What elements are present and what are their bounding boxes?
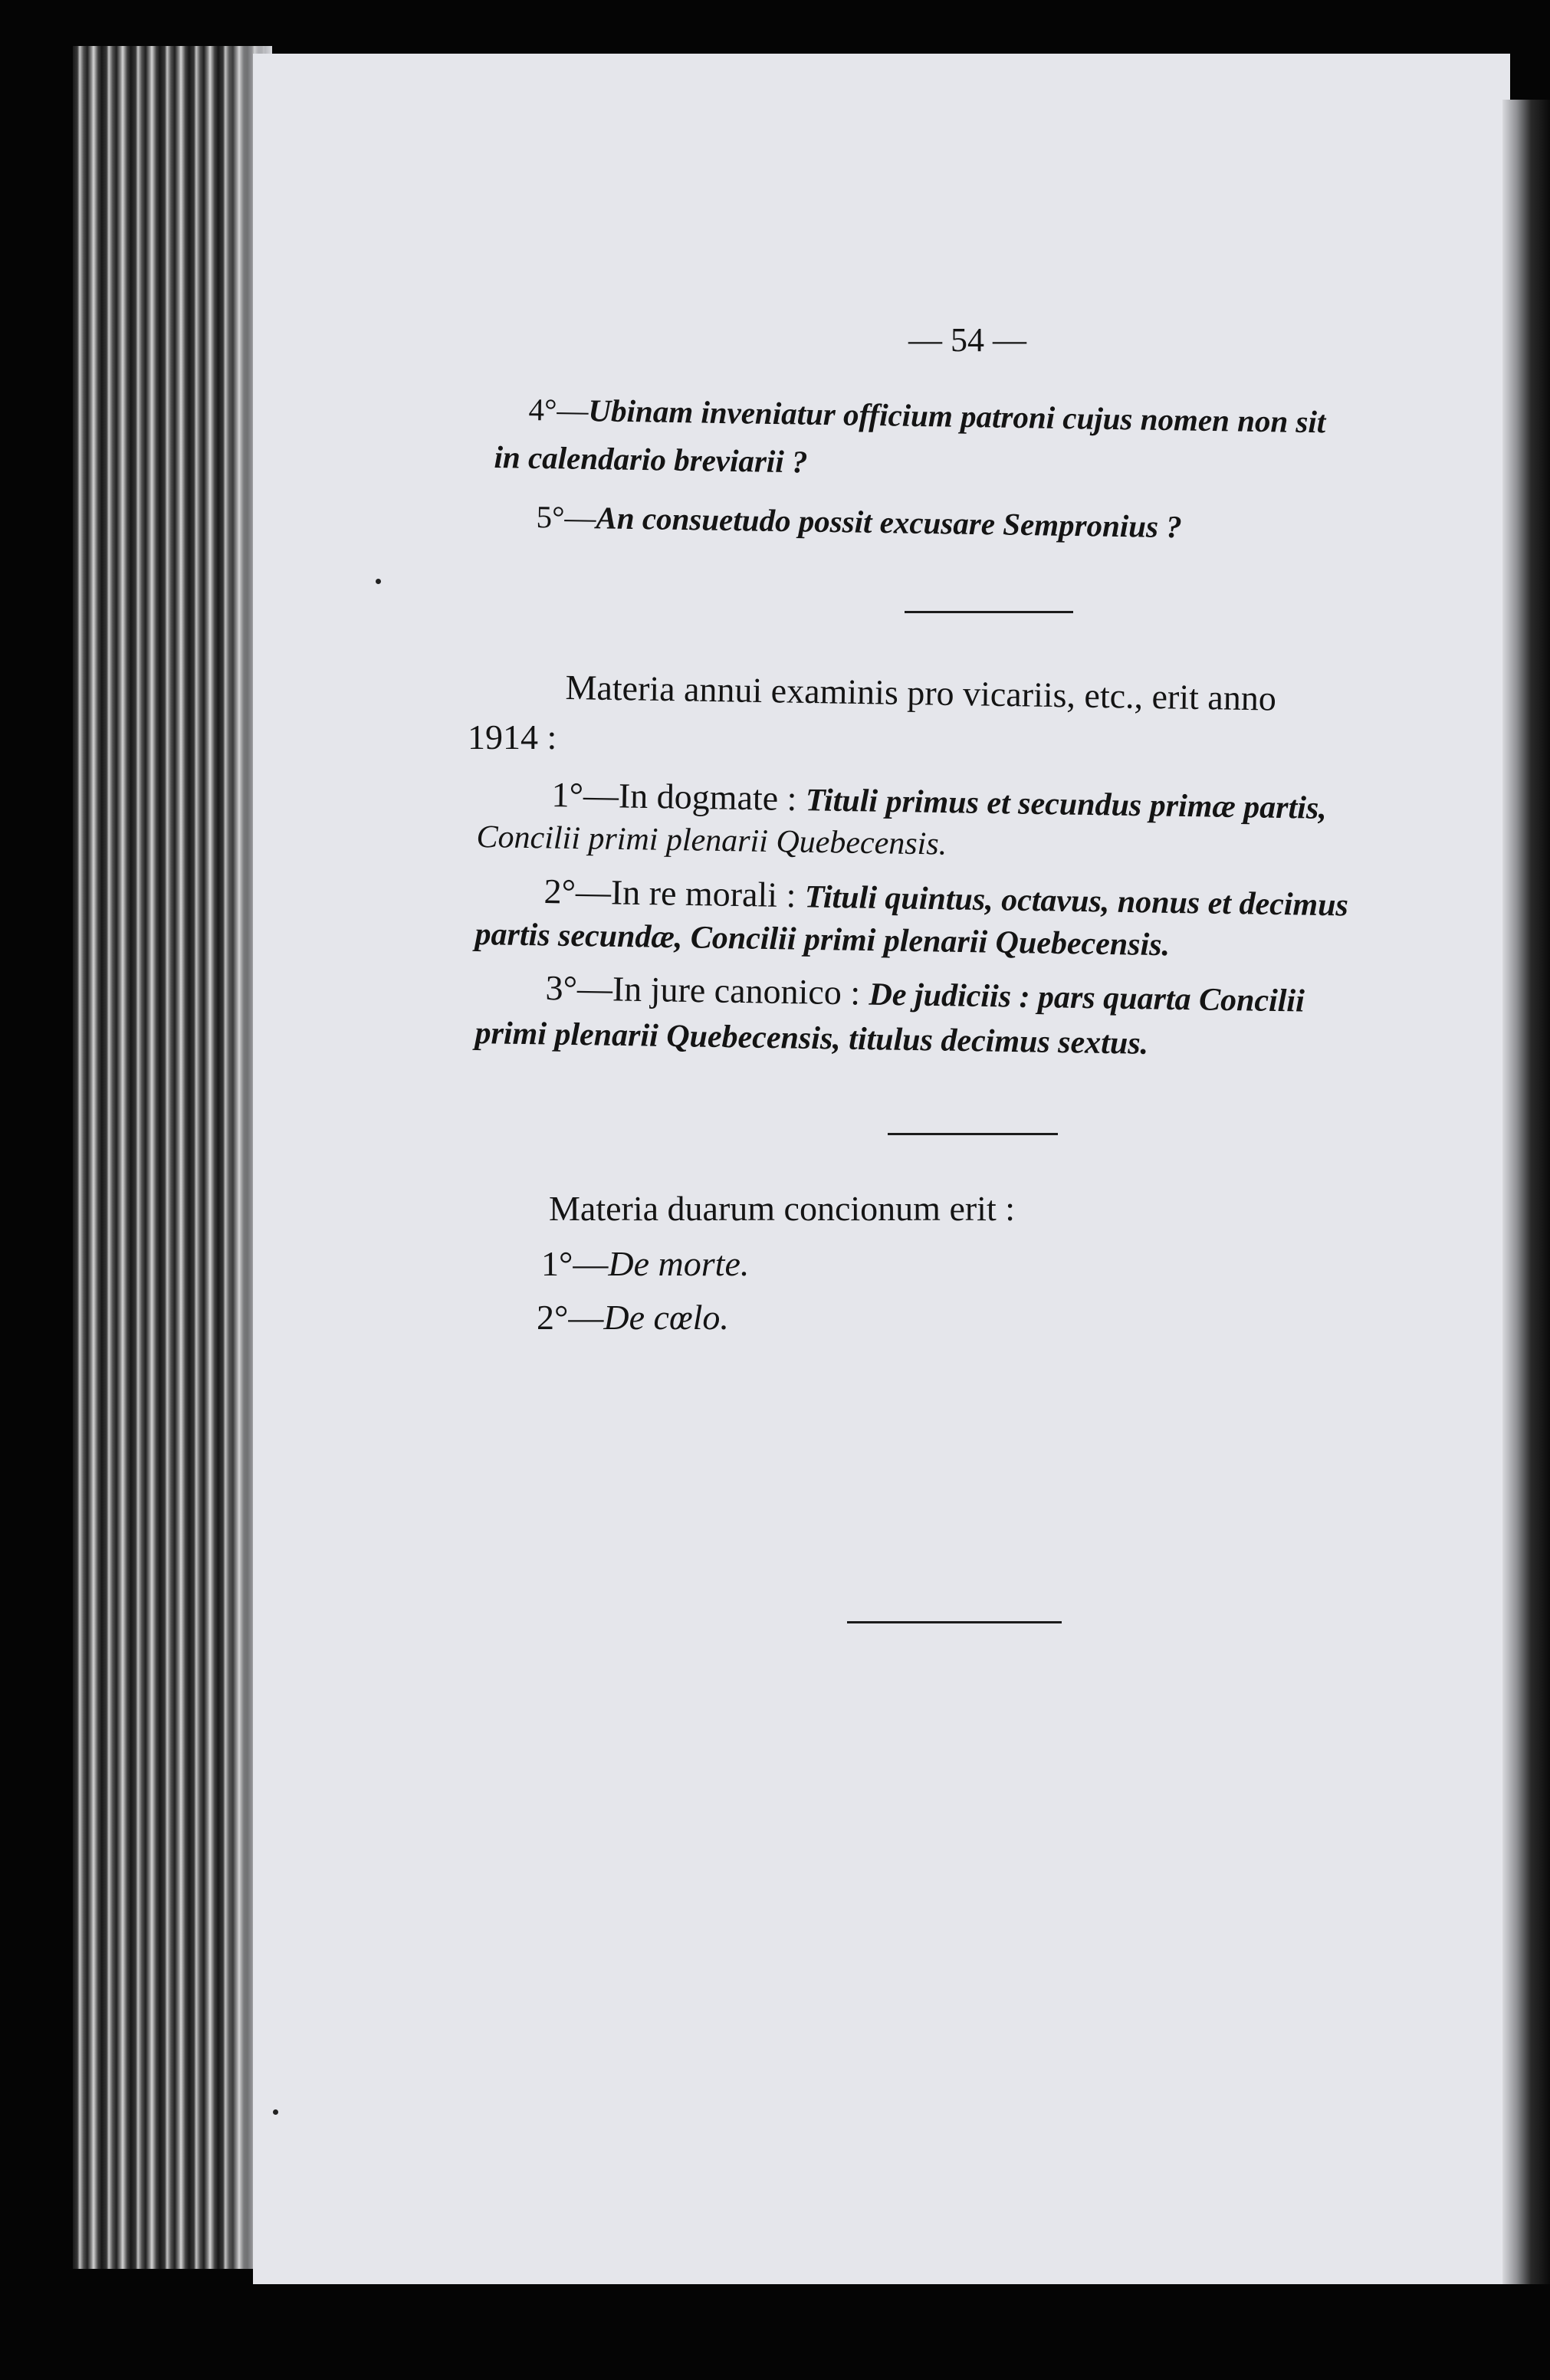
- question-4-continued: in calendario breviarii ?: [494, 438, 808, 480]
- examen-item-1-continued: Concilii primi plenarii Quebecensis.: [476, 819, 947, 862]
- examen-item-3-continued: primi plenarii Quebecensis, titulus decimus sextus.: [475, 1015, 1149, 1062]
- item-text: Tituli quintus, octavus, nonus et decimus: [804, 879, 1349, 924]
- item-number: 2°—: [543, 871, 612, 912]
- question-text: An consuetudo possit excusare Sempronius ?: [596, 500, 1183, 545]
- ink-speck: [376, 579, 381, 584]
- item-label: In jure canonico :: [612, 969, 869, 1013]
- page-number: — 54 —: [908, 321, 1026, 359]
- book-page: [253, 54, 1510, 2284]
- item-label: In re morali :: [610, 872, 806, 915]
- concio-item-2: [537, 1297, 729, 1338]
- item-text: De cœlo.: [603, 1298, 729, 1337]
- concio-item-1: [541, 1243, 749, 1284]
- question-text: Ubinam inveniatur officium patroni cujus nomen non sit: [588, 392, 1326, 440]
- page-edges: [73, 46, 264, 2269]
- examen-item-2-continued: partis secundæ, Concilii primi plenarii Quebecensis.: [475, 916, 1171, 963]
- examen-intro: Materia annui examinis pro vicariis, etc., erit anno: [565, 667, 1277, 718]
- item-text: Tituli primus et secundus primæ partis,: [805, 783, 1328, 826]
- section-divider: [905, 611, 1073, 613]
- ink-speck: [273, 2109, 278, 2115]
- item-number: 1°—: [551, 774, 619, 816]
- right-page-shadow: [1502, 100, 1550, 2284]
- item-number: 2°—: [537, 1298, 604, 1337]
- item-number: 3°—: [545, 967, 613, 1009]
- item-number: 1°—: [541, 1244, 609, 1283]
- section-divider: [847, 1621, 1062, 1623]
- conciones-intro: Materia duarum concionum erit :: [549, 1189, 1016, 1228]
- item-text: De judiciis : pars quarta Concilii: [869, 977, 1305, 1019]
- examen-year: 1914 :: [468, 717, 557, 757]
- item-label: In dogmate :: [618, 776, 806, 819]
- section-divider: [888, 1133, 1058, 1135]
- item-text: De morte.: [608, 1244, 750, 1283]
- question-number: 5°—: [536, 498, 596, 536]
- question-number: 4°—: [528, 391, 589, 428]
